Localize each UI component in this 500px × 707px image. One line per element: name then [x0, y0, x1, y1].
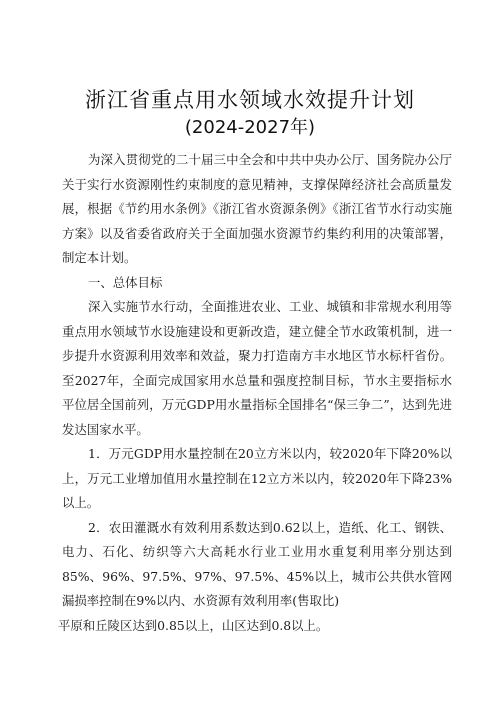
- target-item-2-continued: 平原和丘陵区达到0.85以上，山区达到0.8以上。: [58, 617, 329, 633]
- document-subtitle: (2024-2027年): [184, 117, 316, 138]
- target-item-1: 1．万元GDP用水量控制在20立方米以内，较2020年下降20%以上，万元工业增加值用水量控制在12立方米以内，较2020年下降23%以上。: [62, 446, 452, 510]
- document-body: [58, 148, 452, 638]
- document-title: 浙江省重点用水领域水效提升计划: [85, 88, 415, 112]
- section-heading-overall-goal: 一、总体目标: [88, 274, 163, 290]
- target-item-2: 2．农田灌溉水有效利用系数达到0.62以上，造纸、化工、钢铁、电力、石化、纺织等六大高耗水行业工业用水重复利用率分别达到85%、96%、97.5%、97%、97.5%、45%以上，城市公共供水管网漏损率控制在9%以内、水资源有效利用率(售取比): [62, 519, 452, 608]
- overall-goal-paragraph: 深入实施节水行动，全面推进农业、工业、城镇和非常规水利用等重点用水领域节水设施建设和更新改造，建立健全节水政策机制，进一步提升水资源利用效率和效益，聚力打造南方丰水地区节水标杆省份。至2027年，全面完成国家用水总量和强度控制目标，节水主要指标水平位居全国前列，万元GDP用水量指标全国排名“保三争二”，达到先进发达国家水平。: [62, 299, 452, 437]
- intro-paragraph: 为深入贯彻党的二十届三中全会和中共中央办公厅、国务院办公厅关于实行水资源刚性约束制度的意见精神，支撑保障经济社会高质量发展，根据《节约用水条例》《浙江省水资源条例》《浙江省节水行动实施方案》以及省委省政府关于全面加强水资源节约集约利用的决策部署，制定本计划。: [62, 152, 452, 265]
